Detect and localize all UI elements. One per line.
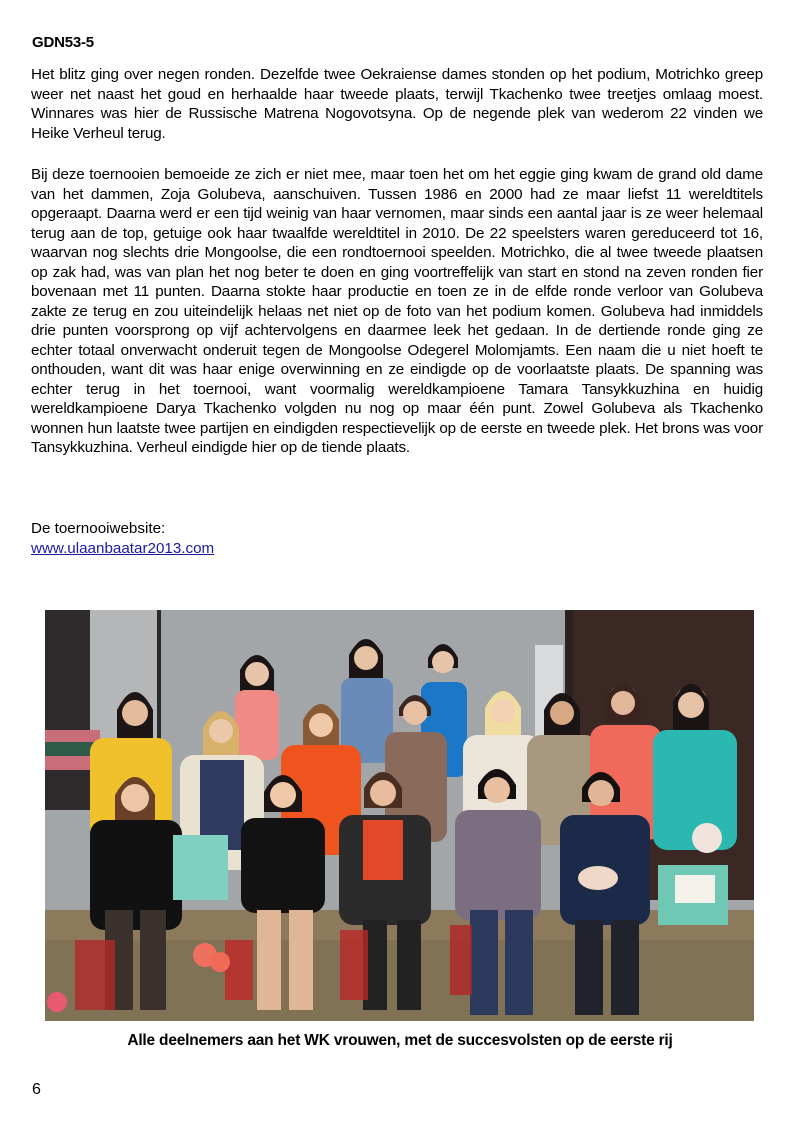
article-paragraph-1: Het blitz ging over negen ronden. Dezelfde twee Oekraiense dames stonden op het podium, Motrichko greep weer net naast het goud en herhaalde haar tweede plaats, terwijl Tkachenko twee treetjes omlaag moest. Winnares was hier de Russische Matrena Nogovotsyna. Op de negende plek van wederom 22 vinden we Heike Verheul terug.	[31, 66, 763, 142]
website-label: De toernooiwebsite:	[31, 520, 166, 537]
page-number: 6	[32, 1081, 41, 1098]
photo-caption: Alle deelnemers aan het WK vrouwen, met de succesvolsten op de eerste rij	[127, 1032, 673, 1049]
article-paragraph-2: Bij deze toernooien bemoeide ze zich er niet mee, maar toen het om het eggie ging kwam de grand old dame van het dammen, Zoja Golubeva, aanschuiven. Tussen 1986 en 2000 had ze maar liefst 11 wereldtitels opgeraapt. Daarna werd er een tijd weinig van haar vernomen, maar sinds een aantal jaar is ze weer helemaal terug aan de top, getuige ook haar twaalfde wereldtitel in 2010. De 22 speelsters waren gereduceerd tot 16, waarvan nog slechts drie Mongoolse, die een rondtoernooi speelden. Motrichko, die al twee tweede plaatsen op zak had, was van plan het nog beter te doen en ging voortreffelijk van start en stond na zeven ronden fier bovenaan met 11 punten. Daarna stokte haar productie en toen ze in de elfde ronde verloor van Golubeva zakte ze terug en zou uiteindelijk helaas net niet op de foto van het podium komen. Golubeva had inmiddels drie punten voorsprong op vijf achtervolgens en daarmee leek het gedaan. In de dertiende ronde ging ze echter totaal onverwacht onderuit tegen de Mongoolse Odegerel Molomjamts. Een naam die u niet hoeft te onthouden, want dit was haar enige overwinning en ze eindigde op de voorlaatste plaats. De spanning was echter terug in het toernooi, want voormalig wereldkampioene Tamara Tansykkuzhina en huidig wereldkampioene Darya Tkachenko volgden nu nog op maar één punt. Zowel Golubeva als Tkachenko wonnen hun laatste twee partijen en eindigden respectievelijk op de eerste en tweede plek. Het brons was voor Tansykkuzhina. Verheul eindigde hier op de tiende plaats.	[31, 166, 763, 456]
group-photo-illustration	[45, 610, 754, 1021]
tournament-website-link[interactable]: www.ulaanbaatar2013.com	[31, 540, 215, 557]
document-header-code: GDN53-5	[32, 34, 94, 51]
group-photo	[45, 610, 754, 1021]
